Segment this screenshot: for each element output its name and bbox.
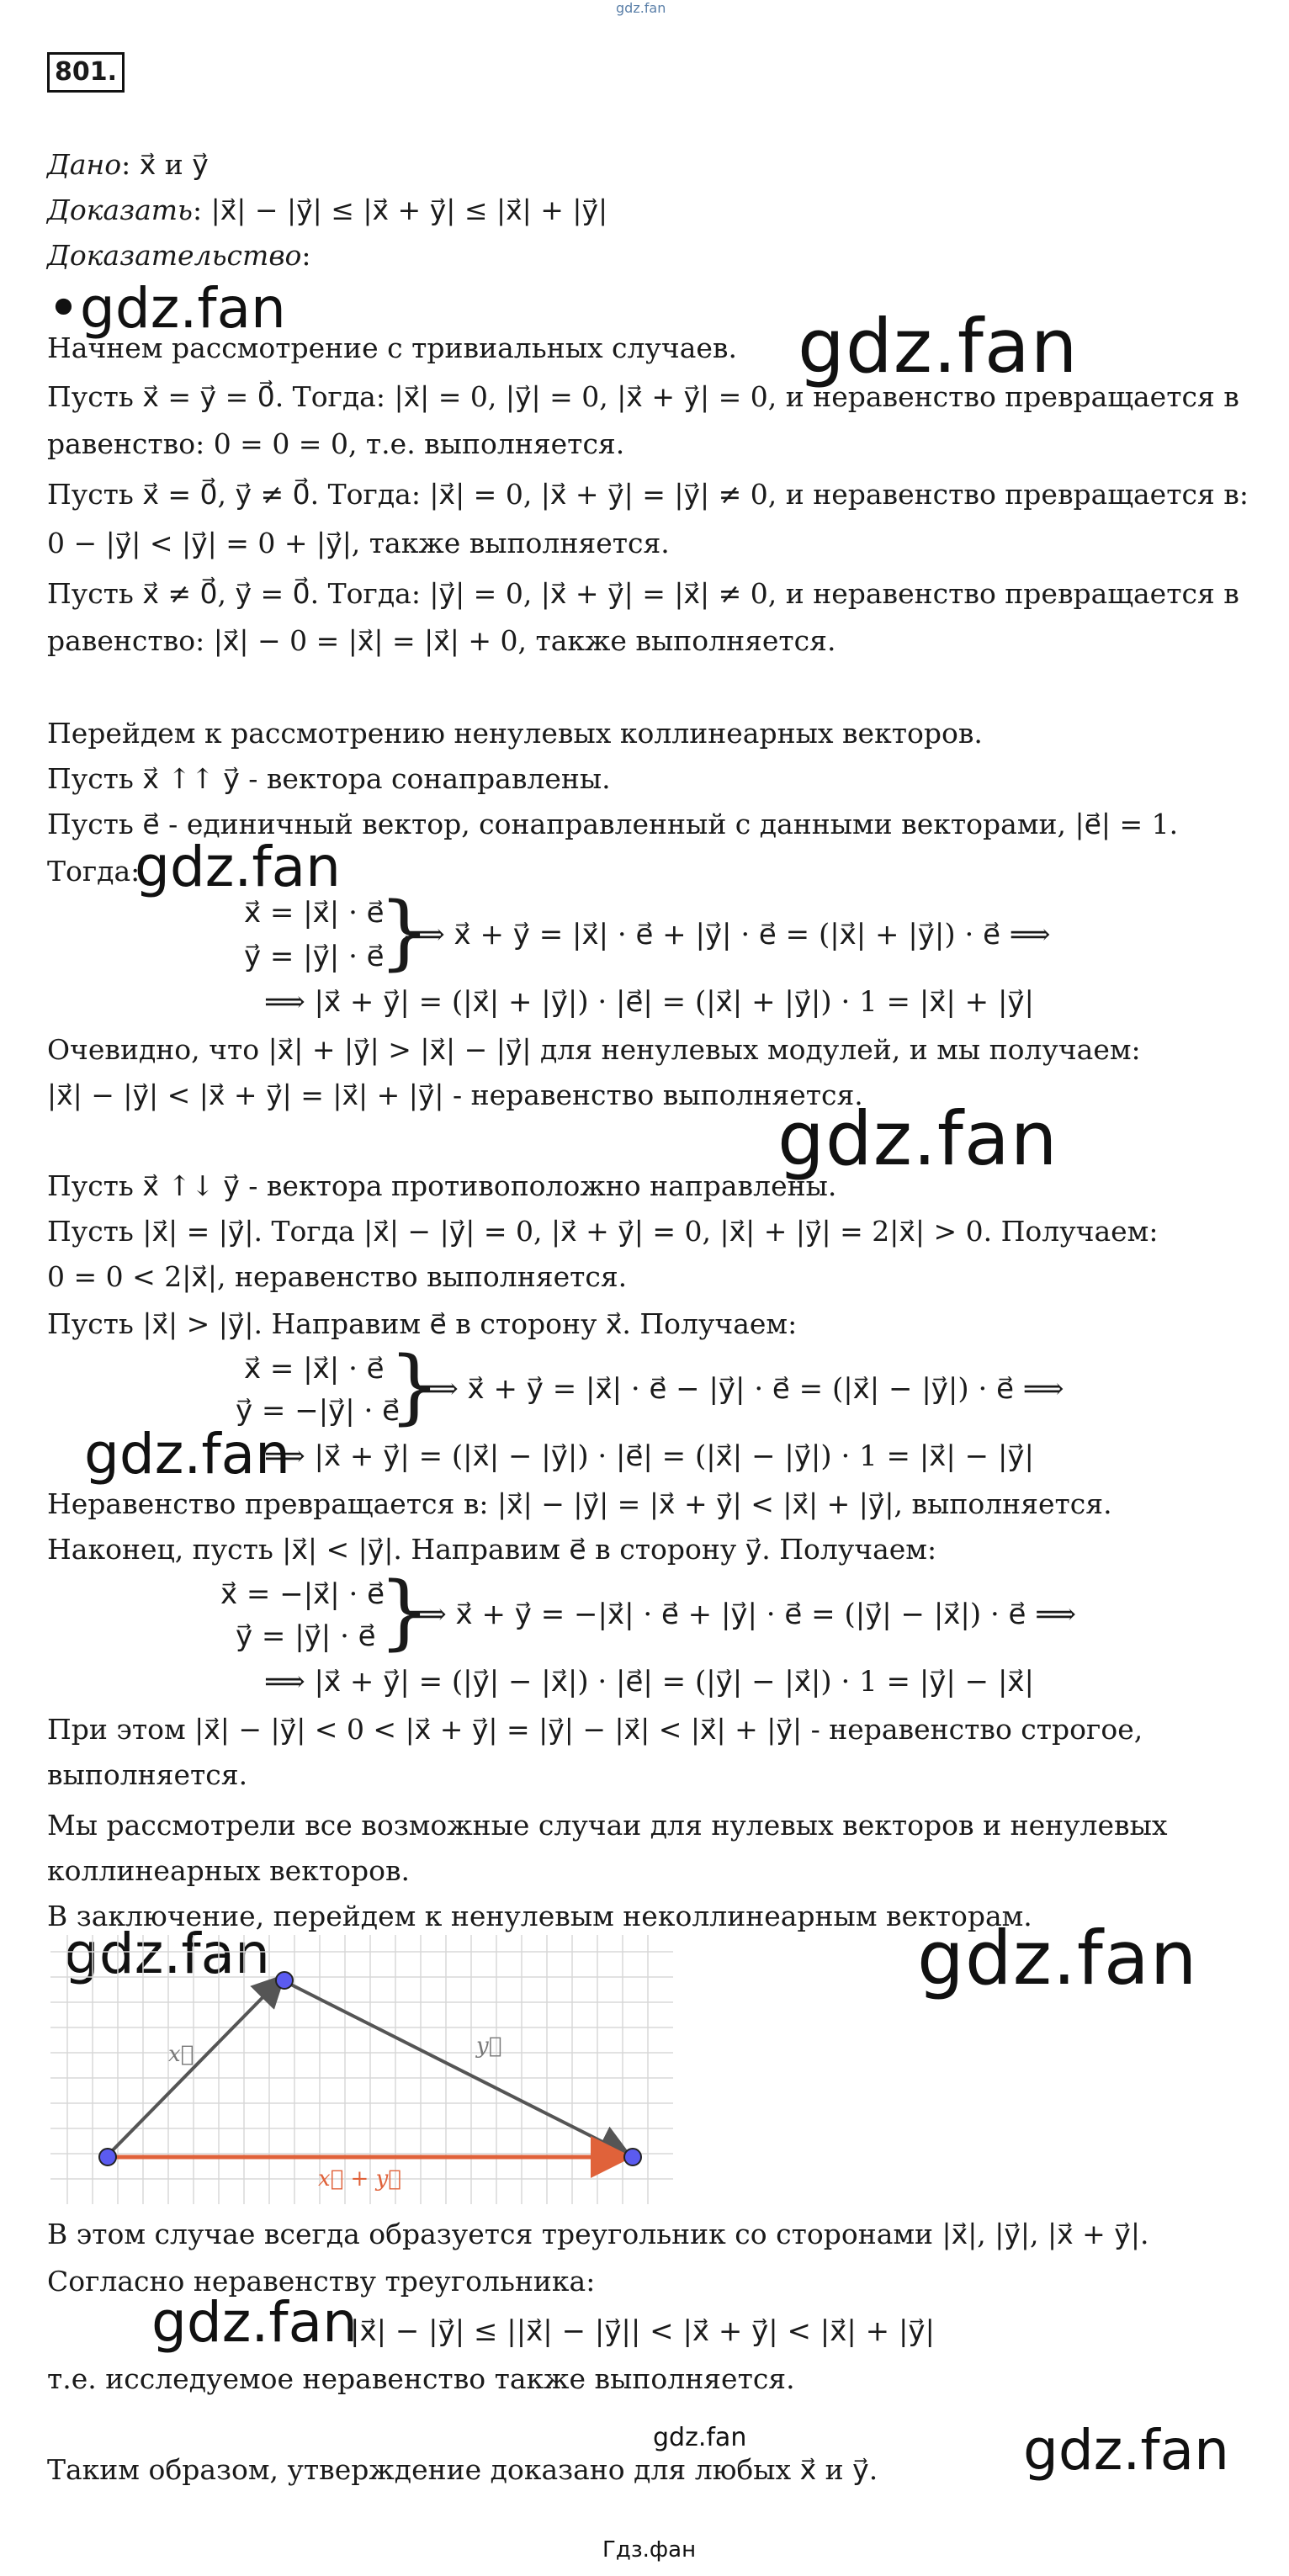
text-line: Очевидно, что |x⃗| + |y⃗| > |x⃗| − |y⃗| для ненулевых модулей, и мы получаем:	[47, 1033, 1141, 1066]
math-line: x⃗ = |x⃗| · e⃗	[244, 1352, 385, 1386]
text-line: Пусть x⃗ ↑↑ y⃗ - вектора сонаправлены.	[47, 762, 611, 795]
text-line: т.е. исследуемое неравенство также выполняется.	[47, 2362, 795, 2395]
math-line: x⃗ = −|x⃗| · e⃗	[220, 1577, 385, 1611]
watermark: gdz.fan	[1023, 2418, 1229, 2483]
math-line: ⟹ x⃗ + y⃗ = |x⃗| · e⃗ − |y⃗| · e⃗ = (|x⃗| − |y⃗|) · e⃗ ⟹	[417, 1372, 1064, 1406]
text-line: Пусть x⃗ = y⃗ = 0⃗. Тогда: |x⃗| = 0, |y⃗| = 0, |x⃗ + y⃗| = 0, и неравенство превращается в	[47, 380, 1239, 413]
proof-line	[47, 239, 311, 273]
brace: }	[389, 1339, 441, 1434]
math-line: ⟹ x⃗ + y⃗ = |x⃗| · e⃗ + |y⃗| · e⃗ = (|x⃗| + |y⃗|) · e⃗ ⟹	[404, 918, 1051, 951]
math-line: y⃗ = −|y⃗| · e⃗	[236, 1394, 400, 1428]
label-x: x⃗	[168, 2042, 194, 2067]
math-line: x⃗ = |x⃗| · e⃗	[244, 896, 385, 930]
watermark: gdz.fan	[64, 1921, 270, 1986]
text-line: Пусть |x⃗| = |y⃗|. Тогда |x⃗| − |y⃗| = 0, |x⃗ + y⃗| = 0, |x⃗| + |y⃗| = 2|x⃗| > 0. Получаем:	[47, 1215, 1159, 1248]
text-line: В этом случае всегда образуется треугольник со сторонами |x⃗|, |y⃗|, |x⃗ + y⃗|.	[47, 2218, 1149, 2250]
text-line: выполняется.	[47, 1758, 248, 1791]
label-sum: x⃗ + y⃗	[318, 2166, 401, 2192]
proof-colon: :	[301, 239, 311, 272]
text-line: Мы рассмотрели все возможные случаи для нулевых векторов и ненулевых	[47, 1809, 1168, 1842]
text-line: Пусть x⃗ = 0⃗, y⃗ ≠ 0⃗. Тогда: |x⃗| = 0, |x⃗ + y⃗| = |y⃗| ≠ 0, и неравенство превращается в:	[47, 478, 1249, 511]
point-end	[624, 2149, 641, 2165]
text-line: Перейдем к рассмотрению ненулевых коллинеарных векторов.	[47, 717, 983, 750]
text-line: |x⃗| − |y⃗| < |x⃗ + y⃗| = |x⃗| + |y⃗| - неравенство выполняется.	[47, 1079, 863, 1111]
watermark: gdz.fan	[151, 2290, 358, 2355]
vector-triangle-figure	[50, 1935, 673, 2204]
label-y: y⃗	[476, 2033, 502, 2059]
prove-line	[47, 193, 607, 227]
prove-label: Доказать	[47, 193, 194, 226]
text-line: равенство: |x⃗| − 0 = |x⃗| = |x⃗| + 0, также выполняется.	[47, 624, 836, 657]
text-line: Согласно неравенству треугольника:	[47, 2265, 596, 2298]
text-line: Пусть x⃗ ↑↓ y⃗ - вектора противоположно направлены.	[47, 1169, 837, 1202]
text-line: В заключение, перейдем к ненулевым неколлинеарным векторам.	[47, 1900, 1032, 1932]
watermark: •gdz.fan	[47, 276, 286, 341]
proof-label: Доказательство	[47, 239, 302, 272]
math-line: y⃗ = |y⃗| · e⃗	[236, 1619, 376, 1653]
figure-grid	[50, 1935, 673, 2204]
watermark: gdz.fan	[798, 303, 1079, 390]
text-line: Пусть x⃗ ≠ 0⃗, y⃗ = 0⃗. Тогда: |y⃗| = 0, |x⃗ + y⃗| = |x⃗| ≠ 0, и неравенство превращается в	[47, 577, 1239, 610]
text-line: 0 − |y⃗| < |y⃗| = 0 + |y⃗|, также выполняется.	[47, 527, 670, 559]
watermark: gdz.fan	[917, 1915, 1198, 2001]
brace: }	[379, 1565, 431, 1659]
brace: }	[379, 885, 431, 979]
math-line: y⃗ = |y⃗| · e⃗	[244, 940, 385, 973]
given-label: Дано	[47, 148, 122, 181]
text-line: Тогда:	[47, 855, 141, 888]
watermark: gdz.fan	[84, 1422, 290, 1487]
text-line: Неравенство превращается в: |x⃗| − |y⃗| = |x⃗ + y⃗| < |x⃗| + |y⃗|, выполняется.	[47, 1487, 1112, 1520]
watermark: gdz.fan	[777, 1095, 1058, 1182]
text-line: Начнем рассмотрение с тривиальных случаев.	[47, 331, 738, 364]
math-line: ⟹ |x⃗ + y⃗| = (|y⃗| − |x⃗|) · |e⃗| = (|y⃗| − |x⃗|) · 1 = |y⃗| − |x⃗|	[264, 1665, 1034, 1699]
given-line	[47, 148, 209, 182]
watermark: gdz.fan	[653, 2423, 747, 2452]
text-line: Таким образом, утверждение доказано для любых x⃗ и y⃗.	[47, 2453, 878, 2486]
text-line: равенство: 0 = 0 = 0, т.е. выполняется.	[47, 427, 625, 460]
point-start	[99, 2149, 116, 2165]
watermark: gdz.fan	[135, 835, 341, 899]
text-line: Пусть e⃗ - единичный вектор, сонаправленный с данными векторами, |e⃗| = 1.	[47, 808, 1179, 840]
math-line: ⟹ |x⃗ + y⃗| = (|x⃗| + |y⃗|) · |e⃗| = (|x⃗| + |y⃗|) · 1 = |x⃗| + |y⃗|	[264, 985, 1034, 1019]
given-text: : x⃗ и y⃗	[121, 148, 209, 181]
math-line: |x⃗| − |y⃗| ≤ ||x⃗| − |y⃗|| < |x⃗ + y⃗| < |x⃗| + |y⃗|	[350, 2314, 935, 2348]
text-line: коллинеарных векторов.	[47, 1854, 411, 1887]
text-line: 0 = 0 < 2|x⃗|, неравенство выполняется.	[47, 1260, 628, 1293]
math-line: ⟹ |x⃗ + y⃗| = (|x⃗| − |y⃗|) · |e⃗| = (|x⃗| − |y⃗|) · 1 = |x⃗| − |y⃗|	[264, 1439, 1034, 1473]
text-line: Пусть |x⃗| > |y⃗|. Направим e⃗ в сторону x⃗. Получаем:	[47, 1307, 798, 1340]
problem-number: 801.	[47, 52, 125, 93]
text-line: При этом |x⃗| − |y⃗| < 0 < |x⃗ + y⃗| = |y⃗| − |x⃗| < |x⃗| + |y⃗| - неравенство строгое,	[47, 1713, 1143, 1746]
footer-watermark: Гдз.фан	[602, 2537, 697, 2563]
text-line: Наконец, пусть |x⃗| < |y⃗|. Направим e⃗ в сторону y⃗. Получаем:	[47, 1533, 937, 1566]
prove-text: : |x⃗| − |y⃗| ≤ |x⃗ + y⃗| ≤ |x⃗| + |y⃗|	[193, 193, 608, 226]
math-line: ⟹ x⃗ + y⃗ = −|x⃗| · e⃗ + |y⃗| · e⃗ = (|y⃗| − |x⃗|) · e⃗ ⟹	[406, 1598, 1077, 1631]
top-watermark: gdz.fan	[616, 0, 666, 16]
point-middle	[276, 1972, 293, 1989]
